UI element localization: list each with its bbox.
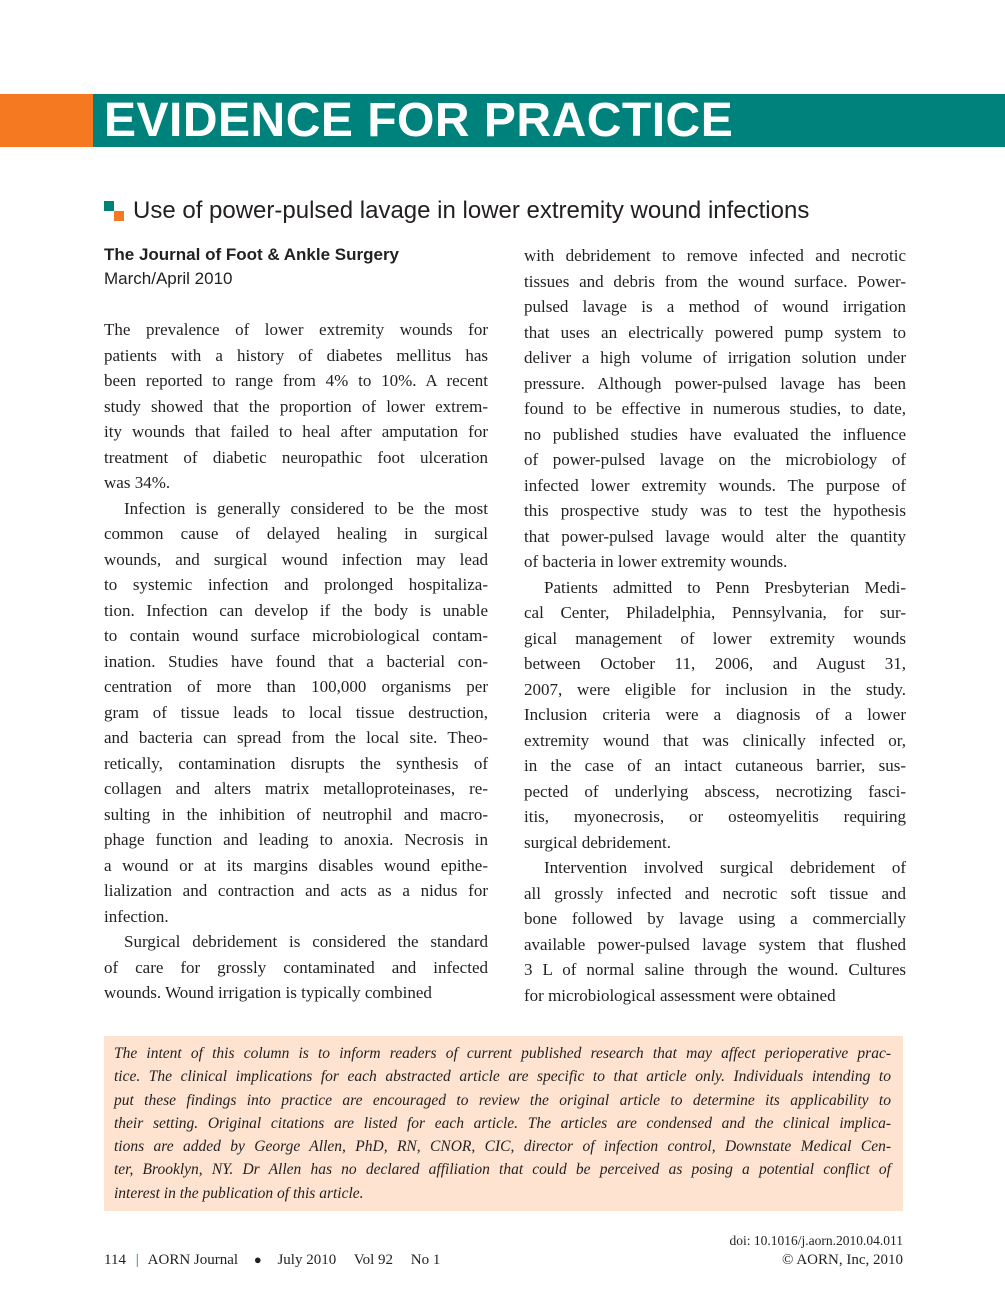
body-text-line: gical management of lower extremity wounds bbox=[524, 628, 906, 648]
body-text-line: to systemic infection and prolonged hospitaliza- bbox=[104, 575, 488, 594]
body-text-line: with debridement to remove infected and necrotic bbox=[524, 246, 906, 265]
copyright: © AORN, Inc, 2010 bbox=[782, 1252, 903, 1268]
bullet-icon: ● bbox=[253, 1252, 262, 1267]
body-text-line: that uses an electrically powered pump system to bbox=[524, 322, 906, 342]
body-text-line: 3 L of normal saline through the wound. Cultures bbox=[524, 960, 906, 979]
note-line: ter, Brooklyn, NY. Dr Allen has no declared affiliation that could be perceived as posing a potential conflict of bbox=[114, 1161, 891, 1179]
body-text-line: centration of more than 100,000 organisms per bbox=[104, 677, 488, 696]
body-text-line: to contain wound surface microbiological contam- bbox=[104, 626, 488, 645]
body-text-line: deliver a high volume of irrigation solution under bbox=[524, 348, 906, 367]
body-text-line: no published studies have evaluated the influence bbox=[524, 424, 906, 444]
page-number: 114 bbox=[104, 1252, 126, 1268]
body-text-line: Intervention involved surgical debridement of bbox=[544, 858, 906, 877]
journal-name: The Journal of Foot & Ankle Surgery bbox=[104, 245, 400, 264]
body-text-line: extremity wound that was clinically infected or, bbox=[524, 730, 906, 750]
body-text-line: cal Center, Philadelphia, Pennsylvania, for sur- bbox=[524, 603, 906, 622]
body-column-right bbox=[524, 243, 906, 1008]
note-line: tice. The clinical implications for each abstracted article are specific to that article only. Individuals intending to bbox=[114, 1068, 891, 1086]
body-text-line: collagen and alters matrix metalloproteinases, re- bbox=[104, 779, 488, 798]
body-text-line: ity wounds that failed to heal after amputation for bbox=[104, 422, 488, 441]
body-text-line: 2007, were eligible for inclusion in the study. bbox=[524, 679, 906, 699]
body-text-line: Patients admitted to Penn Presbyterian Medi- bbox=[544, 577, 906, 597]
body-text-line: in the case of an intact cutaneous barrier, sus- bbox=[524, 756, 906, 775]
section-banner bbox=[0, 94, 1005, 147]
footer-separator: | bbox=[135, 1252, 139, 1268]
publication-date: March/April 2010 bbox=[104, 269, 233, 288]
body-text-line: surgical debridement. bbox=[524, 832, 671, 852]
square-bullet-icon bbox=[104, 201, 126, 223]
body-text-line: retically, contamination disrupts the synthesis of bbox=[104, 753, 488, 773]
body-text-line: The prevalence of lower extremity wounds for bbox=[104, 320, 488, 339]
banner-accent bbox=[0, 94, 93, 147]
body-text-line: infection. bbox=[104, 906, 169, 926]
editorial-note-text bbox=[114, 1042, 891, 1205]
note-line: tions are added by George Allen, PhD, RN, CNOR, CIC, director of infection control, Downstate Medical Cen- bbox=[114, 1138, 891, 1156]
body-text-line: pulsed lavage is a method of wound irrigation bbox=[524, 297, 906, 316]
body-text-line: that power-pulsed lavage would alter the quantity bbox=[524, 526, 906, 546]
body-text-line: and bacteria can spread from the local site. Theo- bbox=[104, 728, 488, 747]
body-text-line: gram of tissue leads to local tissue destruction, bbox=[104, 702, 488, 722]
body-text-line: common cause of delayed healing in surgical bbox=[104, 524, 488, 543]
note-line: their setting. Original citations are listed for each article. The articles are condensed and the clinical implica- bbox=[114, 1114, 891, 1132]
body-text-line: a wound or at its margins disables wound epithe- bbox=[104, 855, 488, 875]
body-text-line: treatment of diabetic neuropathic foot ulceration bbox=[104, 447, 488, 467]
body-text-line: pressure. Although power-pulsed lavage has been bbox=[524, 373, 906, 393]
editorial-note-box bbox=[104, 1036, 903, 1211]
article-headline bbox=[104, 197, 904, 227]
body-text-line: between October 11, 2006, and August 31, bbox=[524, 654, 906, 673]
footer-month: July 2010 bbox=[277, 1252, 337, 1268]
page-footer-left bbox=[104, 1250, 440, 1270]
body-text-line: of care for grossly contaminated and infected bbox=[104, 957, 488, 977]
note-line: interest in the publication of this article. bbox=[114, 1184, 364, 1202]
body-text-line: of bacteria in lower extremity wounds. bbox=[524, 552, 788, 571]
body-text-line: Inclusion criteria were a diagnosis of a lower bbox=[524, 705, 906, 724]
body-text-line: tissues and debris from the wound surface. Power- bbox=[524, 271, 906, 291]
body-text-line: sulting in the inhibition of neutrophil and macro- bbox=[104, 804, 488, 824]
body-text-line: this prospective study was to test the hypothesis bbox=[524, 501, 906, 520]
body-text-line: patients with a history of diabetes mellitus has bbox=[104, 345, 488, 365]
body-text-line: bone followed by lavage using a commercially bbox=[524, 909, 906, 928]
body-text-line: all grossly infected and necrotic soft tissue and bbox=[524, 883, 906, 903]
footer-journal: AORN Journal bbox=[147, 1252, 239, 1268]
section-title: EVIDENCE FOR PRACTICE bbox=[104, 94, 734, 147]
doi: doi: 10.1016/j.aorn.2010.04.011 bbox=[729, 1233, 903, 1248]
footer-volume: Vol 92 bbox=[353, 1252, 394, 1268]
body-text-line: phage function and leading to anoxia. Necrosis in bbox=[104, 830, 488, 849]
body-text-line: tion. Infection can develop if the body is unable bbox=[104, 600, 488, 620]
body-text-line: found to be effective in numerous studies, to date, bbox=[524, 399, 906, 418]
page-footer-right bbox=[730, 1231, 904, 1270]
body-text-line: Surgical debridement is considered the standard bbox=[124, 932, 488, 951]
article-title: Use of power-pulsed lavage in lower extremity wound infections bbox=[133, 197, 810, 224]
body-text-line: lialization and contraction and acts as a nidus for bbox=[104, 881, 488, 900]
body-text-line: infected lower extremity wounds. The purpose of bbox=[524, 475, 906, 495]
body-text-line: ination. Studies have found that a bacterial con- bbox=[104, 651, 488, 671]
article-source bbox=[104, 243, 399, 291]
note-line: The intent of this column is to inform readers of current published research that may affect perioperative prac- bbox=[114, 1045, 891, 1062]
body-text-line: wounds. Wound irrigation is typically combined bbox=[104, 983, 432, 1002]
body-text-line: wounds, and surgical wound infection may lead bbox=[104, 549, 488, 569]
note-line: put these findings into practice are encouraged to review the original article to determine its applicability to bbox=[114, 1091, 891, 1109]
body-text-line: itis, myonecrosis, or osteomyelitis requiring bbox=[524, 807, 906, 826]
body-text-line: was 34%. bbox=[104, 473, 171, 492]
body-text-line: available power-pulsed lavage system that flushed bbox=[524, 934, 906, 954]
body-text-line: Infection is generally considered to be the most bbox=[124, 498, 488, 518]
footer-issue: No 1 bbox=[410, 1252, 441, 1268]
body-text-line: been reported to range from 4% to 10%. A recent bbox=[104, 371, 488, 390]
body-text-line: study showed that the proportion of lower extrem- bbox=[104, 396, 488, 416]
body-text-line: pected of underlying abscess, necrotizing fasci- bbox=[524, 781, 906, 801]
body-column-left bbox=[104, 317, 488, 1006]
body-text-line: for microbiological assessment were obtained bbox=[524, 985, 836, 1005]
body-text-line: of power-pulsed lavage on the microbiology of bbox=[524, 450, 906, 469]
